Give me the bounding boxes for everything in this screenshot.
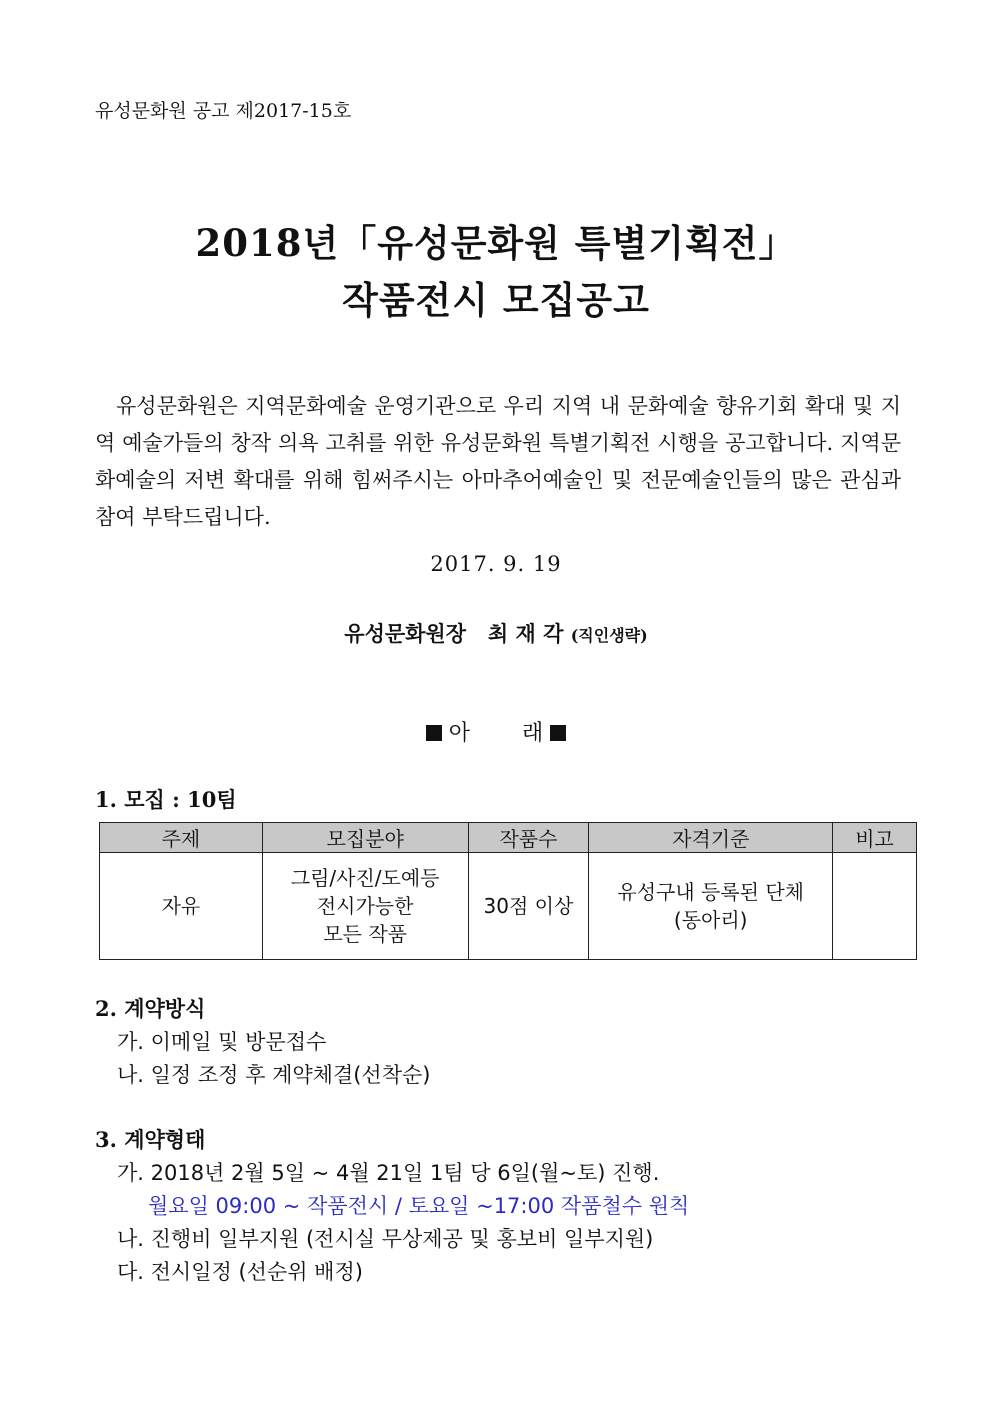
section-heading: [0, 716, 992, 747]
contract-method-item: 가. 이메일 및 방문접수: [117, 1030, 327, 1054]
contract-type-item-a-note: 월요일 09:00 ~ 작품전시 / 토요일 ~17:00 작품철수 원칙: [148, 1194, 690, 1218]
section-contract-type-title: 3. 계약형태: [95, 1127, 206, 1152]
section-contract-method-title: 2. 계약방식: [95, 996, 206, 1021]
cell-note: [833, 853, 917, 960]
table-row: [100, 853, 917, 960]
header-note: 비고: [833, 823, 917, 853]
header-subject: 주제: [100, 823, 263, 853]
cell-count: 30점 이상: [468, 853, 589, 960]
signer: [0, 618, 992, 648]
section-recruit-title: 1. 모집 : 10팀: [95, 787, 237, 812]
page-title-line2: 작품전시 모집공고: [342, 278, 650, 322]
header-field: 모집분야: [262, 823, 468, 853]
table-header-row: [100, 823, 917, 853]
seal-note: (직인생략): [570, 626, 648, 645]
black-square-icon: [550, 725, 566, 741]
cell-subject: 자유: [100, 853, 263, 960]
notice-date: 2017. 9. 19: [430, 552, 562, 576]
recruit-table: [99, 822, 917, 960]
intro-paragraph: [95, 388, 901, 536]
section-heading-right: 래: [522, 721, 544, 746]
contract-type-item-c: 다. 전시일정 (선순위 배정): [117, 1260, 363, 1284]
cell-qualification: [589, 853, 833, 960]
contract-type-item-a: 가. 2018년 2월 5일 ~ 4월 21일 1팀 당 6일(월~토) 진행.: [117, 1161, 660, 1185]
field-line: 전시가능한: [316, 894, 414, 918]
intro-text: 유성문화원은 지역문화예술 운영기관으로 우리 지역 내 문화예술 향유기회 확대 및 지역 예술가들의 창작 의욕 고취를 위한 유성문화원 특별기획전 시행을 공고합니다. 지역문화예술의 저변 확대를 위해 힘써주시는 아마추어예술인 및 전문예술인들의 많은 관심과 참여 부탁드립니다.: [95, 394, 901, 529]
header-qualification: 자격기준: [589, 823, 833, 853]
signer-name: 유성문화원장 최 재 각: [344, 621, 564, 646]
cell-field: [262, 853, 468, 960]
contract-method-item: 나. 일정 조정 후 계약체결(선착순): [117, 1063, 431, 1087]
header-count: 작품수: [468, 823, 589, 853]
field-line: 모든 작품: [323, 922, 407, 946]
notice-number: 유성문화원 공고 제2017-15호: [95, 100, 352, 122]
qualification-line: 유성구내 등록된 단체: [617, 880, 805, 904]
section-heading-left: 아: [448, 721, 470, 746]
field-line: 그림/사진/도예등: [290, 866, 440, 890]
black-square-icon: [426, 725, 442, 741]
page-title-line1: 2018년「유성문화원 특별기획전」: [195, 221, 797, 265]
contract-type-item-b: 나. 진행비 일부지원 (전시실 무상제공 및 홍보비 일부지원): [117, 1227, 654, 1251]
qualification-line: (동아리): [673, 908, 748, 932]
